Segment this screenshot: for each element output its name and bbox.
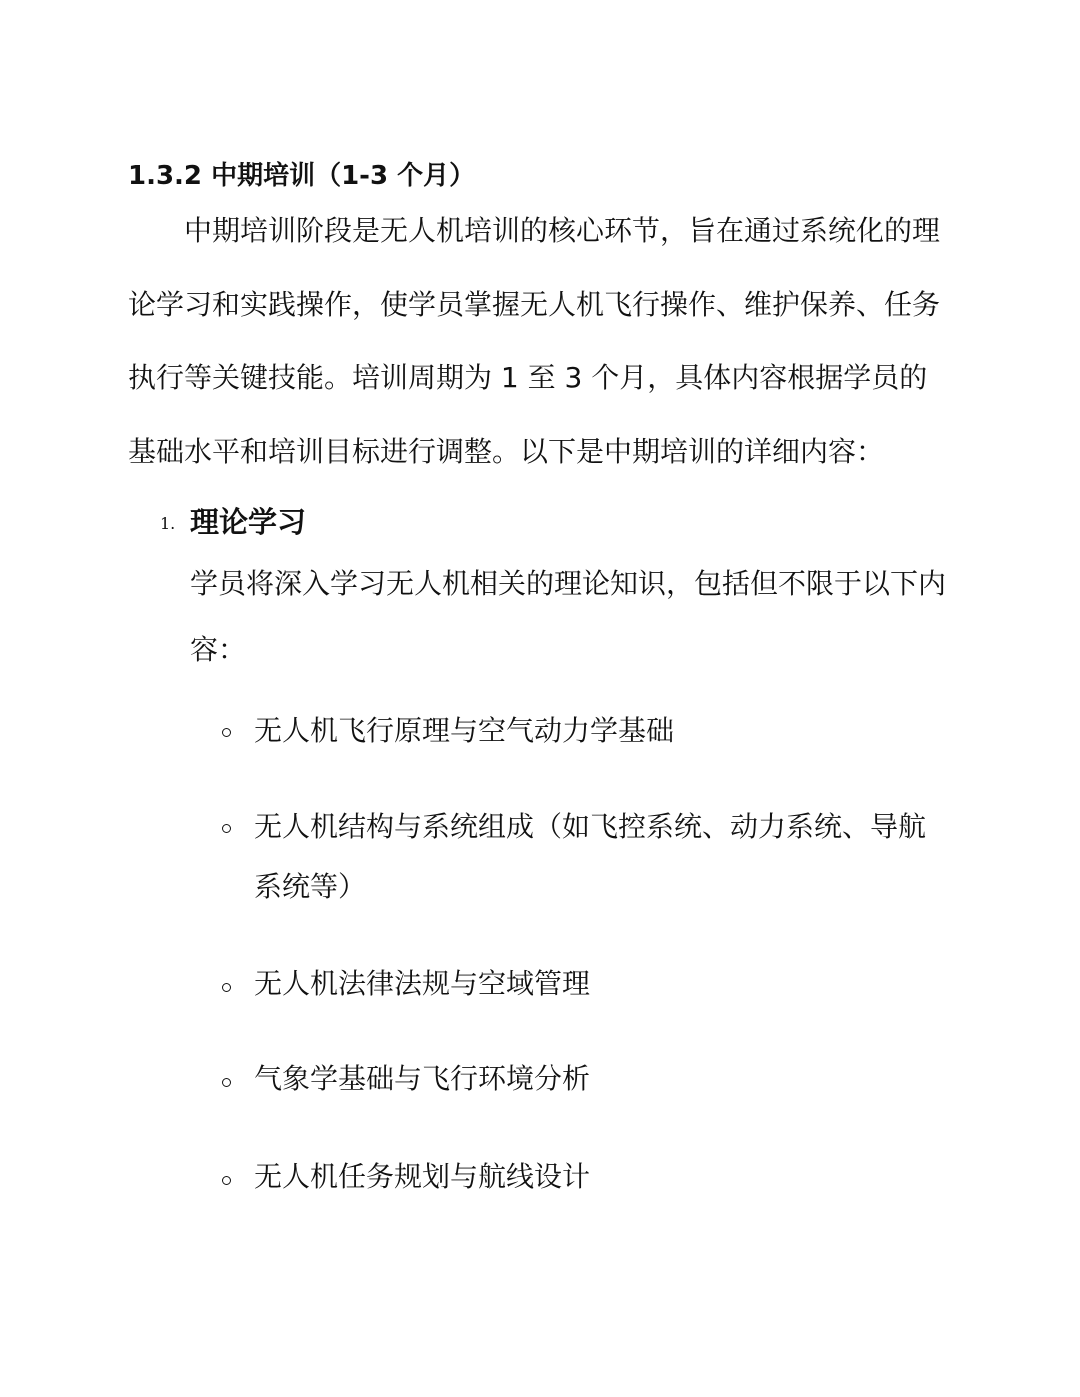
paragraph-line: 论学习和实践操作，使学员掌握无人机飞行操作、维护保养、任务 [128,288,941,321]
list-item-intro-line: 容： [190,633,247,666]
hollow-bullet-icon [222,1176,231,1185]
section-heading: 1.3.2 中期培训（1-3 个月） [128,161,476,191]
list-item-number: 1. [160,514,176,533]
bullet-item-line: 无人机任务规划与航线设计 [254,1160,591,1193]
hollow-bullet-icon [222,983,231,992]
bullet-item-line: 无人机法律法规与空域管理 [254,967,591,1000]
bullet-item-line: 系统等） [254,870,367,903]
bullet-item-line: 无人机结构与系统组成（如飞控系统、动力系统、导航 [254,810,927,843]
list-item-title: 理论学习 [190,505,307,539]
hollow-bullet-icon [222,824,231,833]
paragraph-line: 执行等关键技能。培训周期为 1 至 3 个月，具体内容根据学员的 [128,361,928,394]
hollow-bullet-icon [222,1078,231,1087]
paragraph-line: 中期培训阶段是无人机培训的核心环节，旨在通过系统化的理 [128,214,941,247]
hollow-bullet-icon [222,728,231,737]
bullet-item-line: 无人机飞行原理与空气动力学基础 [254,714,675,747]
bullet-item-line: 气象学基础与飞行环境分析 [254,1062,591,1095]
list-item-intro-line: 学员将深入学习无人机相关的理论知识，包括但不限于以下内 [190,567,947,600]
paragraph-line: 基础水平和培训目标进行调整。以下是中期培训的详细内容： [128,435,885,468]
